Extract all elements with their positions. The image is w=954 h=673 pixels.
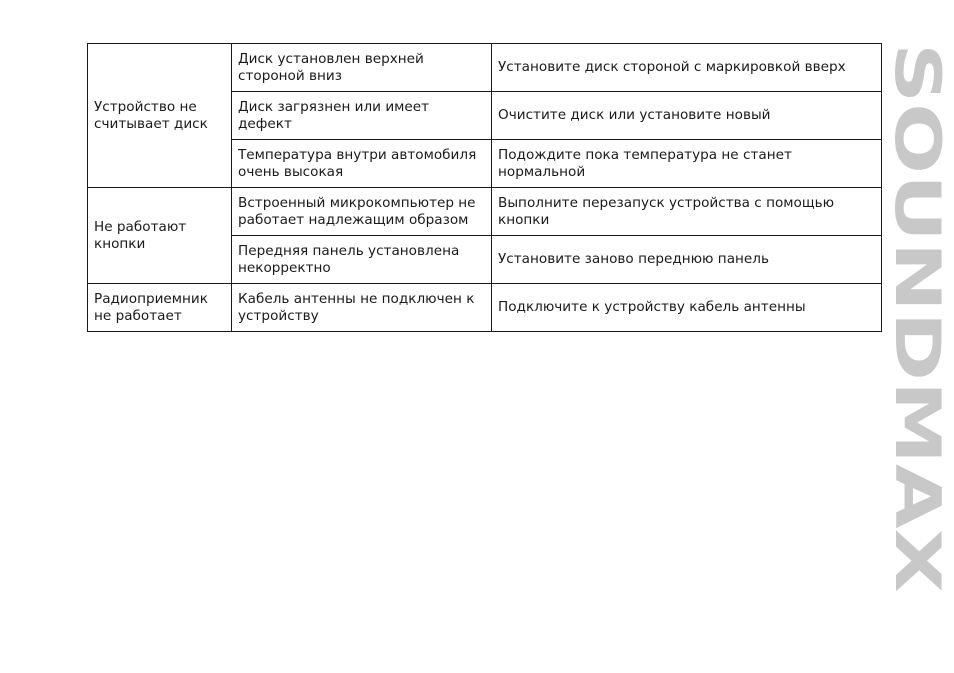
cause-cell: Диск установлен верхней стороной вниз <box>232 44 492 92</box>
cause-cell: Диск загрязнен или имеет дефект <box>232 92 492 140</box>
solution-cell: Подождите пока температура не станет нормальной <box>492 140 882 188</box>
problem-cell: Не работают кнопки <box>88 188 232 284</box>
solution-cell: Очистите диск или установите новый <box>492 92 882 140</box>
cause-cell: Кабель антенны не подключен к устройству <box>232 284 492 332</box>
brand-logo <box>881 43 954 593</box>
table-row <box>88 284 882 332</box>
solution-cell: Выполните перезапуск устройства с помощью кнопки <box>492 188 882 236</box>
table-row <box>88 188 882 236</box>
cause-cell: Температура внутри автомобиля очень высокая <box>232 140 492 188</box>
troubleshooting-table <box>87 43 882 332</box>
brand-logo-text: SOUNDMAX <box>881 43 954 452</box>
cause-cell: Встроенный микрокомпьютер не работает надлежащим образом <box>232 188 492 236</box>
solution-cell: Установите диск стороной с маркировкой вверх <box>492 44 882 92</box>
table-row <box>88 44 882 92</box>
problem-cell: Радиоприемник не работает <box>88 284 232 332</box>
brand-logo-svg <box>881 43 954 593</box>
solution-cell: Подключите к устройству кабель антенны <box>492 284 882 332</box>
solution-cell: Установите заново переднюю панель <box>492 236 882 284</box>
cause-cell: Передняя панель установлена некорректно <box>232 236 492 284</box>
problem-cell: Устройство не считывает диск <box>88 44 232 188</box>
